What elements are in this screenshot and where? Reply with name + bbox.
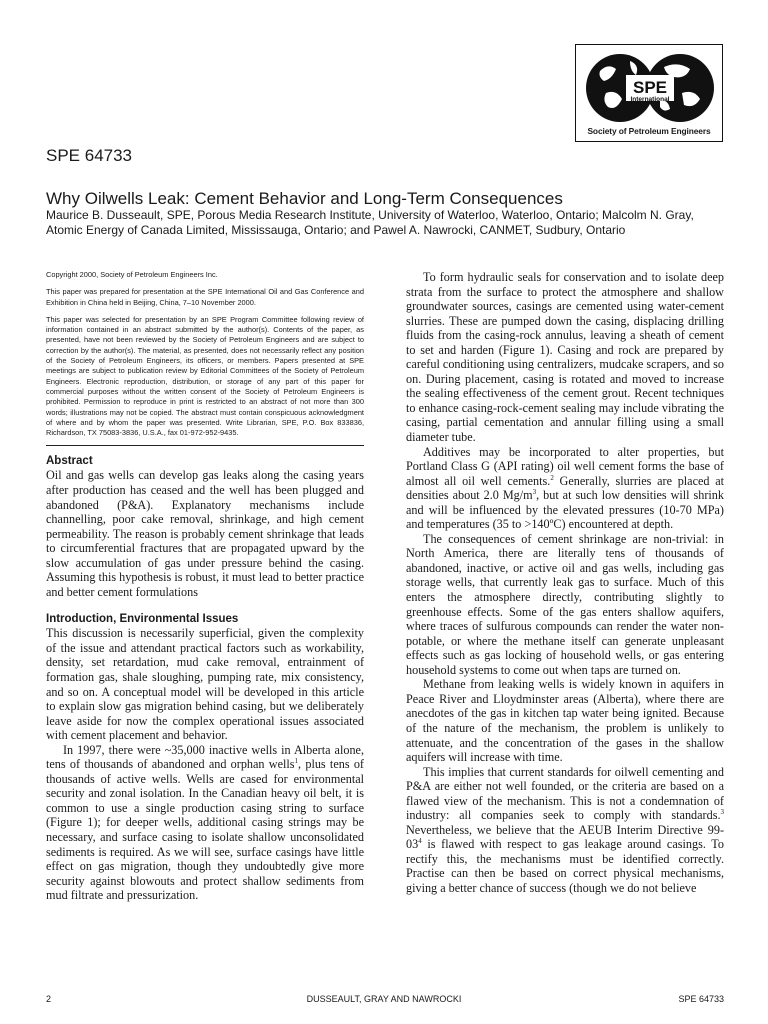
intro-paragraph-6: Methane from leaking wells is widely known in aquifers in Peace River and Lloydminster areas (Alberta), where there are anecdotes of the gas in kitchen tap water being ignited. Because of the nature of the mechanism, the problem is unlikely to attenuate, and the concentration of the gases in the shallow aquifers will increase with time. [406,677,724,765]
right-column [406,270,724,896]
left-column [46,270,364,903]
paragraph-text: Generally, slurries are placed at densities about 2.0 Mg/m [406,473,724,503]
reference-marker: 2 [550,473,554,482]
logo-acronym: SPE [632,78,668,97]
paragraph-text: is flawed with respect to gas leakage around casings. To rectify this, the mechanisms must be identified correctly. Practise can then be based on correct physical mechanisms, giving a better chance of success (though we do not believe [406,837,724,895]
intro-paragraph-2 [46,743,364,903]
conference-notice: This paper was prepared for presentation at the SPE International Oil and Gas Conference and Exhibition in China held in Beijing, China, 7–10 November 2000. [46,287,364,307]
logo-subtitle: International [630,96,670,103]
intro-paragraph-4 [406,445,724,532]
page-number: 2 [46,994,52,1004]
paragraph-text: In 1997, there were ~35,000 inactive wells in Alberta alone, tens of thousands of abandoned and orphan wells [46,742,364,772]
paragraph-text: This implies that current standards for oilwell cementing and P&A are either not well founded, or the criteria are based on a flawed view of the mechanism. This is not a condemnation of industry: all companies seek to comply with standards. [406,764,724,823]
paragraph-text: Additives may be incorporated to alter properties, but Portland Class G (API rating) oil well cement forms the base of almost all oil well cements. [406,444,724,488]
paper-title: Why Oilwells Leak: Cement Behavior and Long-Term Consequences [46,189,563,208]
spe-logo [575,44,723,142]
globe-icon [586,49,714,127]
abstract-text: Oil and gas wells can develop gas leaks along the casing years after production has ceased and the well has been plugged and abandoned (P&A). Explanatory mechanisms include channelling, poor cake removal, shrinkage, and high cement permeability. The reason is probably cement shrinkage that leads to circumferential fractures that are propagated upward by the slow accumulation of gas under pressure behind the casing. Assuming this hypothesis is robust, it must lead to better practice and better cement formulations [46,468,364,599]
intro-paragraph-3: To form hydraulic seals for conservation and to isolate deep strata from the surface to protect the atmosphere and shallow groundwater sources, casings are cemented using water-cement slurries. These are pumped down the casing, displacing drilling fluids from the casing-rock annulus, leaving a sheath of cement to set and harden (Figure 1). Casing and rock are prepared by careful conditioning using centralizers, mudcake scrapers, and so on. During placement, casing is rotated and moved to increase the sealing effectiveness of the cement grout. Recent techniques to enhance casing-rock-cement sealing may include vibrating the casing, partial cementation and annular filling using a small diameter tube. [406,270,724,445]
review-notice: This paper was selected for presentation by an SPE Program Committee following review of information contained in an abstract submitted by the author(s). Contents of the paper, as presented, have not been reviewed by the Society of Petroleum Engineers and are subject to correction by the author(s). The material, as presented, does not necessarily reflect any position of the Society of Petroleum Engineers, its officers, or members. Papers presented at SPE meetings are subject to publication review by Editorial Committees of the Society of Petroleum Engineers. Electronic reproduction, distribution, or storage of any part of this paper for commercial purposes without the written consent of the Society of Petroleum Engineers is prohibited. Permission to reproduce in print is restricted to an abstract of not more than 300 words; illustrations may not be copied. The abstract must contain conspicuous acknowledgment of where and by whom the paper was presented. Write Librarian, SPE, P.O. Box 833836, Richardson, TX 75083-3836, U.S.A., fax 01-972-952-9435. [46,314,364,438]
reference-marker: 4 [418,837,422,846]
intro-paragraph-7 [406,765,724,896]
introduction-heading: Introduction, Environmental Issues [46,613,239,626]
reference-marker: 3 [720,808,724,817]
author-line: Maurice B. Dusseault, SPE, Porous Media Research Institute, University of Waterloo, Waterloo, Ontario; Malcolm N. Gray, Atomic Energy of Canada Limited, Mississauga, Ontario; and Pawel A. Nawrocki, CANMET, Sudbury, Ontario [46,208,694,238]
paragraph-text: , plus tens of thousands of active wells. Wells are cased for environmental security and zonal isolation. In the Canadian heavy oil belt, it is common to use a single production casing string to surface (Figure 1); for deeper wells, additional casing strings may be necessary, and surface casing to isolate shallow unconsolidated sediments is required. As we will see, surface casings have little effect on gas migration, though they undoubtedly give more security against blowouts and protect shallow sediments from mud filtrate and pressurization. [46,757,364,903]
footer-paper-number: SPE 64733 [678,994,724,1004]
copyright-line: Copyright 2000, Society of Petroleum Engineers Inc. [46,270,218,279]
running-head: DUSSEAULT, GRAY AND NAWROCKI [306,994,462,1004]
unit-exponent: 3 [532,488,537,497]
reference-marker: 1 [294,757,299,766]
intro-paragraph-1: This discussion is necessarily superficial, given the complexity of the issue and attendant practical factors such as workability, density, set retardation, mud cake removal, entrainment of formation gas, shale sloughing, pumping rate, mix consistency, and so on. A conceptual model will be developed in this article to explain slow gas migration behind casing, but we deliberately leave aside for now the complex operational issues associated with cement placement and behavior. [46,626,364,743]
paper-number: SPE 64733 [46,146,133,165]
paragraph-text: , but at such low densities will shrink and will be influenced by the elevated pressures (10-70 MPa) and temperatures (35 to >140ºC) encountered at depth. [406,488,724,532]
abstract-heading: Abstract [46,455,93,468]
intro-paragraph-5: The consequences of cement shrinkage are non-trivial: in North America, there are literally tens of thousands of abandoned, inactive, or active oil and gas wells, including gas storage wells, that currently leak gas to surface. Much of this enters the atmosphere directly, contributing slightly to greenhouse effects. Some of the gas enters shallow aquifers, where traces of sulfurous compounds can render the water non-potable, or where the methane itself can generate unpleasant effects such as gas locking of household wells, or gas entering household systems to come out when taps are turned on. [406,531,724,677]
paragraph-text: Nevertheless, we believe that the AEUB Interim Directive 99-03 [406,822,724,852]
copyright-divider [46,445,364,446]
logo-caption: Society of Petroleum Engineers [587,126,711,136]
